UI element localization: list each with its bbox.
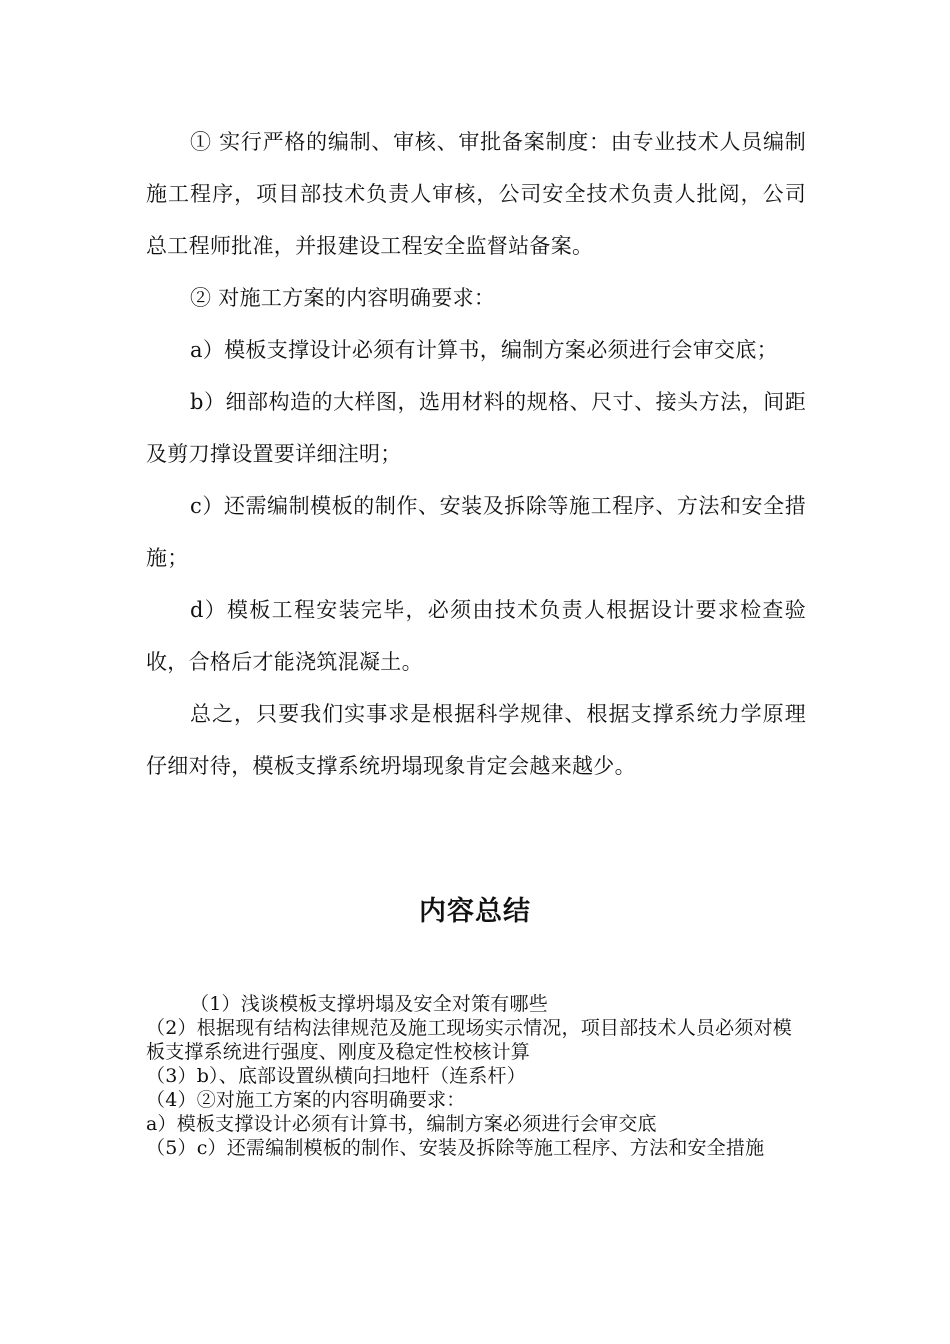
summary-line-2: （2）根据现有结构法律规范及施工现场实示情况，项目部技术人员必须对模板支撑系统进行强度、刚度及稳定性校核计算	[146, 1017, 792, 1063]
summary-line-4: （4）②对施工方案的内容明确要求：	[146, 1089, 466, 1111]
summary-line-5: a）模板支撑设计必须有计算书，编制方案必须进行会审交底	[146, 1113, 657, 1135]
summary-list	[146, 992, 806, 1160]
paragraph-item-c: c）还需编制模板的制作、安装及拆除等施工程序、方法和安全措施；	[146, 494, 806, 570]
paragraph-item-b: b）细部构造的大样图，选用材料的规格、尺寸、接头方法，间距及剪刀撑设置要详细注明；	[146, 390, 806, 466]
summary-line-1: （1）浅谈模板支撑坍塌及安全对策有哪些	[190, 993, 548, 1015]
summary-title: 内容总结	[419, 896, 531, 927]
paragraph-plan-requirements: ② 对施工方案的内容明确要求：	[190, 286, 496, 310]
paragraph-item-d: d）模板工程安装完毕，必须由技术负责人根据设计要求检查验收，合格后才能浇筑混凝土。	[146, 598, 806, 674]
paragraph-item-a: a）模板支撑设计必须有计算书，编制方案必须进行会审交底；	[190, 338, 778, 362]
summary-line-6: （5）c）还需编制模板的制作、安装及拆除等施工程序、方法和安全措施	[146, 1137, 765, 1159]
body-text	[146, 116, 806, 792]
paragraph-conclusion: 总之，只要我们实事求是根据科学规律、根据支撑系统力学原理仔细对待，模板支撑系统坍塌现象肯定会越来越少。	[146, 702, 806, 778]
summary-line-3: （3）b）、底部设置纵横向扫地杆（连系杆）	[146, 1065, 526, 1087]
paragraph-approval-system: ① 实行严格的编制、审核、审批备案制度：由专业技术人员编制施工程序，项目部技术负责人审核，公司安全技术负责人批阅，公司总工程师批准，并报建设工程安全监督站备案。	[146, 130, 806, 258]
